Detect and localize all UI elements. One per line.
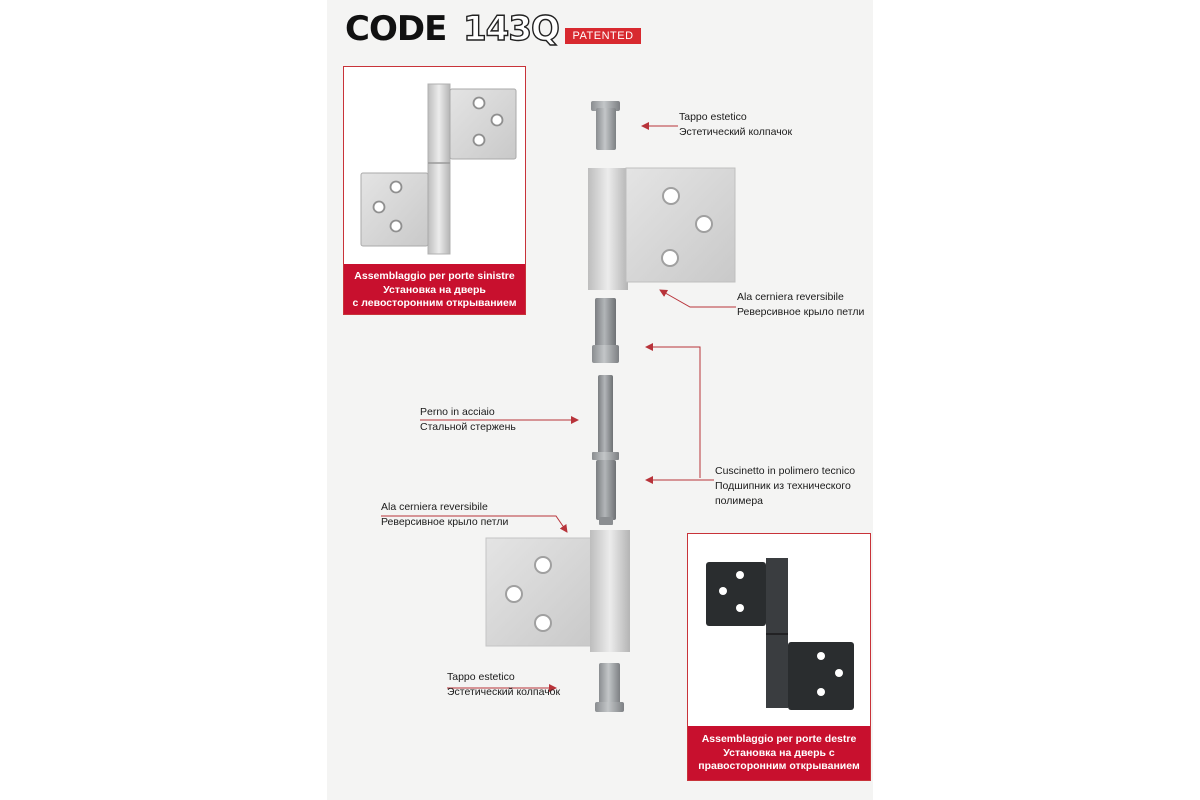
reversible-wing-top <box>588 168 735 290</box>
callout-polymer-bushing <box>715 464 855 509</box>
callout-italian: Cuscinetto in polimero tecnico <box>715 465 856 477</box>
caption-line-italian: Assemblaggio per porte sinistre <box>354 270 515 282</box>
black-hinge-assembled-image <box>688 534 870 726</box>
callout-italian: Ala cerniera reversibile <box>381 501 488 513</box>
leader-bushing-upper <box>646 347 700 478</box>
callout-wing-bottom <box>381 500 508 530</box>
callout-italian: Tappo estetico <box>447 671 515 683</box>
callout-italian: Tappo estetico <box>679 111 747 123</box>
callout-cap-bottom <box>447 670 560 700</box>
caption-line-russian-2: с левосторонним открыванием <box>352 297 517 309</box>
reversible-wing-bottom <box>486 530 630 652</box>
steel-pin <box>592 375 619 525</box>
caption-line-russian-1: Установка на дверь <box>383 283 486 296</box>
callout-russian-2: полимера <box>715 495 764 507</box>
right-door-assembly-panel <box>687 533 871 781</box>
brand-code: CODE <box>345 9 447 49</box>
callout-steel-pin <box>420 405 516 435</box>
caption-line-russian-2: правосторонним открыванием <box>698 760 860 772</box>
callout-wing-top <box>737 290 864 320</box>
callout-cap-top <box>679 110 792 140</box>
left-door-assembly-panel <box>343 66 526 315</box>
callout-russian: Стальной стержень <box>420 421 516 433</box>
callout-russian: Эстетический колпачок <box>679 126 793 138</box>
caption-line-russian-1: Установка на дверь с <box>723 746 835 759</box>
silver-hinge-assembled-image <box>344 67 525 267</box>
patented-badge: PATENTED <box>565 28 641 44</box>
leader-wing-top <box>660 290 736 307</box>
callout-russian: Реверсивное крыло петли <box>381 516 509 528</box>
cosmetic-cap-top <box>591 101 620 150</box>
polymer-bushing-upper <box>592 298 619 363</box>
cosmetic-cap-bottom <box>595 663 624 712</box>
caption-line-italian: Assemblaggio per porte destre <box>701 733 857 745</box>
callout-russian: Реверсивное крыло петли <box>737 306 865 318</box>
brand-number: 143Q <box>463 9 559 49</box>
callout-russian-1: Подшипник из технического <box>715 480 851 492</box>
callout-italian: Ala cerniera reversibile <box>737 291 844 303</box>
right-door-caption <box>688 726 870 780</box>
callout-italian: Perno in acciaio <box>420 406 495 418</box>
callout-russian: Эстетический колпачок <box>447 686 561 698</box>
left-door-caption <box>344 264 525 314</box>
